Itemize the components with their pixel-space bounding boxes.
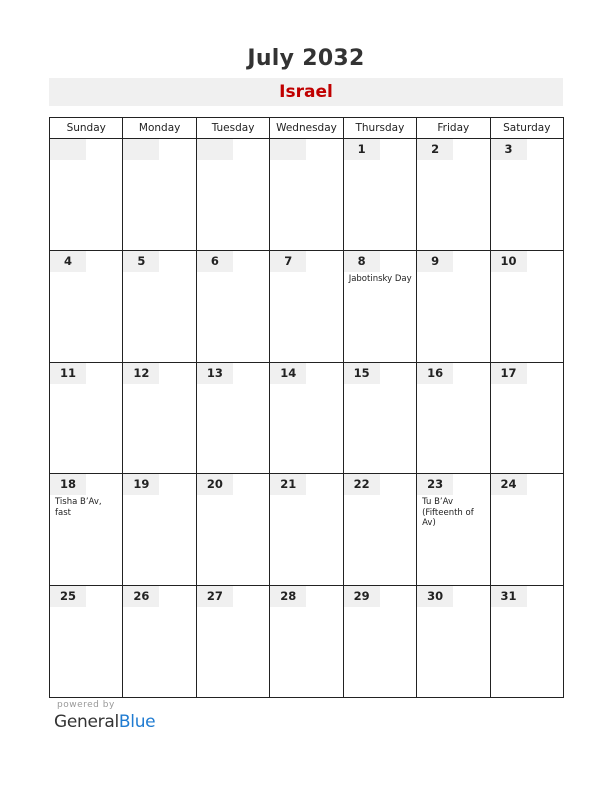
- day-cell-content: [197, 586, 269, 697]
- day-number: 14: [270, 363, 306, 384]
- holiday-label: Tisha B’Av, fast: [55, 497, 102, 518]
- day-number: 3: [491, 139, 527, 160]
- day-cell-content: [50, 586, 122, 697]
- day-cell[interactable]: [270, 474, 343, 586]
- weekday-monday: Monday: [123, 118, 196, 139]
- day-cell[interactable]: [490, 362, 563, 474]
- day-number: 24: [491, 474, 527, 495]
- day-cell[interactable]: [270, 586, 343, 698]
- day-number: 9: [417, 251, 453, 272]
- day-cell-content: [50, 474, 122, 585]
- day-cell[interactable]: [417, 474, 490, 586]
- day-cell[interactable]: [123, 474, 196, 586]
- day-cell-content: [417, 474, 489, 585]
- day-cell[interactable]: [343, 474, 416, 586]
- holiday-label: Jabotinsky Day: [348, 273, 412, 284]
- weekday-tuesday: Tuesday: [196, 118, 269, 139]
- day-number: 25: [50, 586, 86, 607]
- day-number: 2: [417, 139, 453, 160]
- week-row: [50, 250, 564, 362]
- day-number: 6: [197, 251, 233, 272]
- weekday-wednesday: Wednesday: [270, 118, 343, 139]
- weekday-header-row: [50, 118, 564, 139]
- day-cell-content: [270, 139, 342, 250]
- day-number: 5: [123, 251, 159, 272]
- day-cell[interactable]: [270, 139, 343, 251]
- day-cell-content: [123, 586, 195, 697]
- day-number: [123, 139, 159, 160]
- day-number: 17: [491, 363, 527, 384]
- day-cell-content: [270, 474, 342, 585]
- day-cell[interactable]: [343, 250, 416, 362]
- day-cell-content: [270, 363, 342, 474]
- day-cell[interactable]: [123, 586, 196, 698]
- week-row: [50, 474, 564, 586]
- brand-blue: Blue: [118, 712, 156, 732]
- day-number: 16: [417, 363, 453, 384]
- day-cell[interactable]: [343, 139, 416, 251]
- day-cell[interactable]: [123, 250, 196, 362]
- day-cell-content: [491, 586, 563, 697]
- day-cell[interactable]: [343, 362, 416, 474]
- country-name: Israel: [279, 82, 333, 102]
- weekday-friday: Friday: [417, 118, 490, 139]
- day-number: 18: [50, 474, 86, 495]
- day-cell[interactable]: [196, 474, 269, 586]
- day-cell[interactable]: [490, 586, 563, 698]
- week-row: [50, 586, 564, 698]
- day-number: 22: [344, 474, 380, 495]
- day-cell-content: [123, 251, 195, 362]
- day-cell[interactable]: [196, 586, 269, 698]
- day-cell[interactable]: [417, 250, 490, 362]
- calendar-grid: [49, 117, 564, 698]
- day-number: 30: [417, 586, 453, 607]
- day-cell-content: [197, 251, 269, 362]
- brand-general: General: [54, 712, 119, 732]
- day-number: 23: [417, 474, 453, 495]
- day-cell[interactable]: [50, 139, 123, 251]
- day-cell[interactable]: [196, 362, 269, 474]
- day-cell[interactable]: [343, 586, 416, 698]
- day-number: 27: [197, 586, 233, 607]
- day-cell-content: [417, 363, 489, 474]
- country-banner: [49, 78, 563, 106]
- day-cell[interactable]: [50, 586, 123, 698]
- day-number: [50, 139, 86, 160]
- day-number: 26: [123, 586, 159, 607]
- day-cell-content: [123, 363, 195, 474]
- page-title: July 2032: [247, 46, 365, 71]
- day-cell-content: [344, 251, 416, 362]
- weekday-saturday: Saturday: [490, 118, 563, 139]
- day-number: 29: [344, 586, 380, 607]
- day-cell[interactable]: [270, 250, 343, 362]
- powered-by-label: powered by: [57, 700, 115, 710]
- day-cell-content: [344, 363, 416, 474]
- holiday-label: Tu B’Av (Fifteenth of Av): [422, 497, 474, 529]
- day-cell-content: [123, 474, 195, 585]
- day-number: 7: [270, 251, 306, 272]
- day-cell[interactable]: [490, 250, 563, 362]
- day-cell-content: [491, 363, 563, 474]
- day-number: 28: [270, 586, 306, 607]
- day-cell-content: [344, 586, 416, 697]
- day-number: 10: [491, 251, 527, 272]
- day-cell[interactable]: [270, 362, 343, 474]
- day-cell-content: [197, 363, 269, 474]
- day-cell-content: [417, 251, 489, 362]
- day-cell-content: [344, 474, 416, 585]
- day-cell[interactable]: [123, 362, 196, 474]
- day-cell-content: [491, 474, 563, 585]
- day-number: 4: [50, 251, 86, 272]
- day-cell-content: [50, 139, 122, 250]
- day-cell-content: [270, 251, 342, 362]
- day-number: 15: [344, 363, 380, 384]
- day-cell[interactable]: [50, 250, 123, 362]
- day-cell-content: [123, 139, 195, 250]
- generalblue-logo[interactable]: [54, 712, 155, 732]
- day-cell-content: [417, 139, 489, 250]
- day-cell[interactable]: [50, 362, 123, 474]
- day-number: [270, 139, 306, 160]
- day-cell[interactable]: [417, 586, 490, 698]
- day-cell[interactable]: [196, 250, 269, 362]
- day-number: 1: [344, 139, 380, 160]
- day-cell-content: [50, 363, 122, 474]
- day-cell[interactable]: [417, 362, 490, 474]
- weekday-thursday: Thursday: [343, 118, 416, 139]
- day-cell[interactable]: [123, 139, 196, 251]
- day-cell[interactable]: [490, 139, 563, 251]
- day-cell-content: [197, 139, 269, 250]
- day-cell[interactable]: [196, 139, 269, 251]
- day-number: 8: [344, 251, 380, 272]
- day-number: 21: [270, 474, 306, 495]
- day-number: 31: [491, 586, 527, 607]
- day-cell-content: [417, 586, 489, 697]
- day-number: 11: [50, 363, 86, 384]
- day-cell-content: [197, 474, 269, 585]
- day-number: 20: [197, 474, 233, 495]
- day-cell-content: [491, 139, 563, 250]
- week-row: [50, 139, 564, 251]
- day-number: 12: [123, 363, 159, 384]
- day-cell-content: [270, 586, 342, 697]
- week-row: [50, 362, 564, 474]
- day-cell[interactable]: [417, 139, 490, 251]
- day-cell-content: [491, 251, 563, 362]
- day-number: [197, 139, 233, 160]
- day-cell-content: [344, 139, 416, 250]
- day-number: 13: [197, 363, 233, 384]
- day-cell-content: [50, 251, 122, 362]
- weekday-sunday: Sunday: [50, 118, 123, 139]
- day-cell[interactable]: [50, 474, 123, 586]
- day-number: 19: [123, 474, 159, 495]
- day-cell[interactable]: [490, 474, 563, 586]
